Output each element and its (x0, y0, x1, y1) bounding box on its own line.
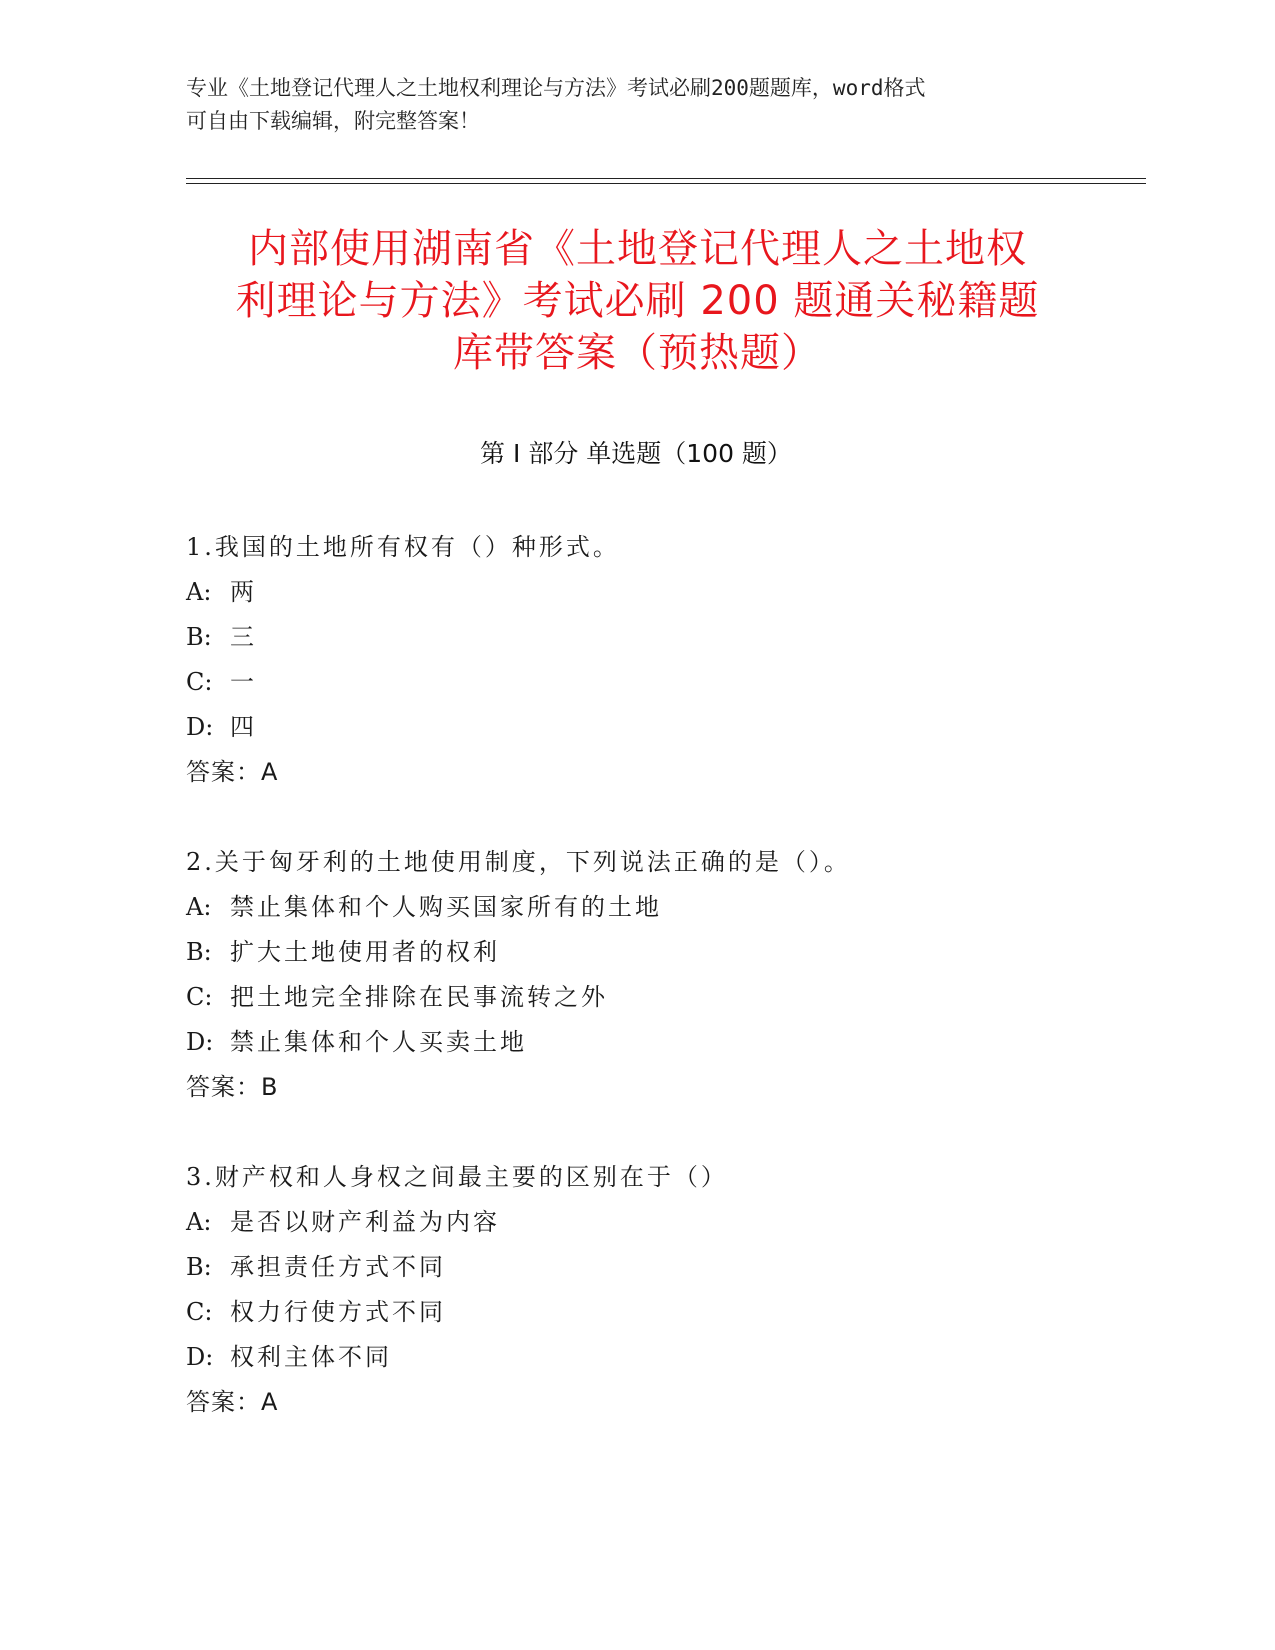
option-b (186, 1245, 1126, 1290)
option-key: A: (186, 578, 212, 606)
answer-line: 答案：A (186, 758, 279, 786)
answer-line: 答案：B (186, 1073, 279, 1101)
option-b (186, 615, 1126, 660)
option-text: 一 (230, 668, 257, 696)
option-key: A: (186, 1208, 212, 1236)
option-key: B: (186, 623, 212, 651)
section-title: 第 I 部分 单选题（100 题） (480, 439, 792, 468)
option-d (186, 1020, 1126, 1065)
title-line: 利理论与方法》考试必刷 200 题通关秘籍题 (235, 278, 1040, 324)
option-text: 禁止集体和个人买卖土地 (230, 1028, 527, 1056)
option-key: B: (186, 938, 212, 966)
option-d (186, 705, 1126, 750)
option-b (186, 930, 1126, 975)
option-text: 三 (230, 623, 257, 651)
option-text: 是否以财产利益为内容 (230, 1208, 500, 1236)
question-list (186, 525, 1126, 1470)
title-line: 库带答案（预热题） (453, 330, 822, 376)
option-text: 把土地完全排除在民事流转之外 (230, 983, 608, 1011)
option-text: 承担责任方式不同 (230, 1253, 446, 1281)
option-key: A: (186, 893, 212, 921)
option-a (186, 1200, 1126, 1245)
question-stem: 1.我国的土地所有权有（）种形式。 (186, 533, 620, 561)
option-key: D: (186, 713, 214, 741)
option-a (186, 885, 1126, 930)
divider-top (186, 178, 1146, 179)
option-c (186, 1290, 1126, 1335)
option-key: C: (186, 1298, 213, 1326)
header-note-line: 可自由下载编辑，附完整答案！ (186, 109, 480, 133)
document-title (160, 223, 1115, 379)
option-c (186, 975, 1126, 1020)
option-text: 两 (230, 578, 257, 606)
question-stem: 3.财产权和人身权之间最主要的区别在于（） (186, 1163, 728, 1191)
question-item (186, 1155, 1126, 1425)
option-key: D: (186, 1028, 214, 1056)
header-note-line: 专业《土地登记代理人之土地权利理论与方法》考试必刷200题题库，word格式 (186, 76, 926, 100)
option-key: D: (186, 1343, 214, 1371)
option-text: 四 (230, 713, 257, 741)
answer-line: 答案：A (186, 1388, 279, 1416)
question-item (186, 525, 1126, 795)
option-text: 权力行使方式不同 (230, 1298, 446, 1326)
question-item (186, 840, 1126, 1110)
option-text: 禁止集体和个人购买国家所有的土地 (230, 893, 662, 921)
option-c (186, 660, 1126, 705)
option-text: 权利主体不同 (230, 1343, 392, 1371)
option-key: C: (186, 668, 213, 696)
question-stem: 2.关于匈牙利的土地使用制度，下列说法正确的是（）。 (186, 848, 851, 876)
header-note (186, 72, 1066, 138)
title-line: 内部使用湖南省《土地登记代理人之土地权 (248, 226, 1027, 272)
option-a (186, 570, 1126, 615)
option-key: B: (186, 1253, 212, 1281)
option-key: C: (186, 983, 213, 1011)
divider-bottom (186, 183, 1146, 184)
option-text: 扩大土地使用者的权利 (230, 938, 500, 966)
option-d (186, 1335, 1126, 1380)
